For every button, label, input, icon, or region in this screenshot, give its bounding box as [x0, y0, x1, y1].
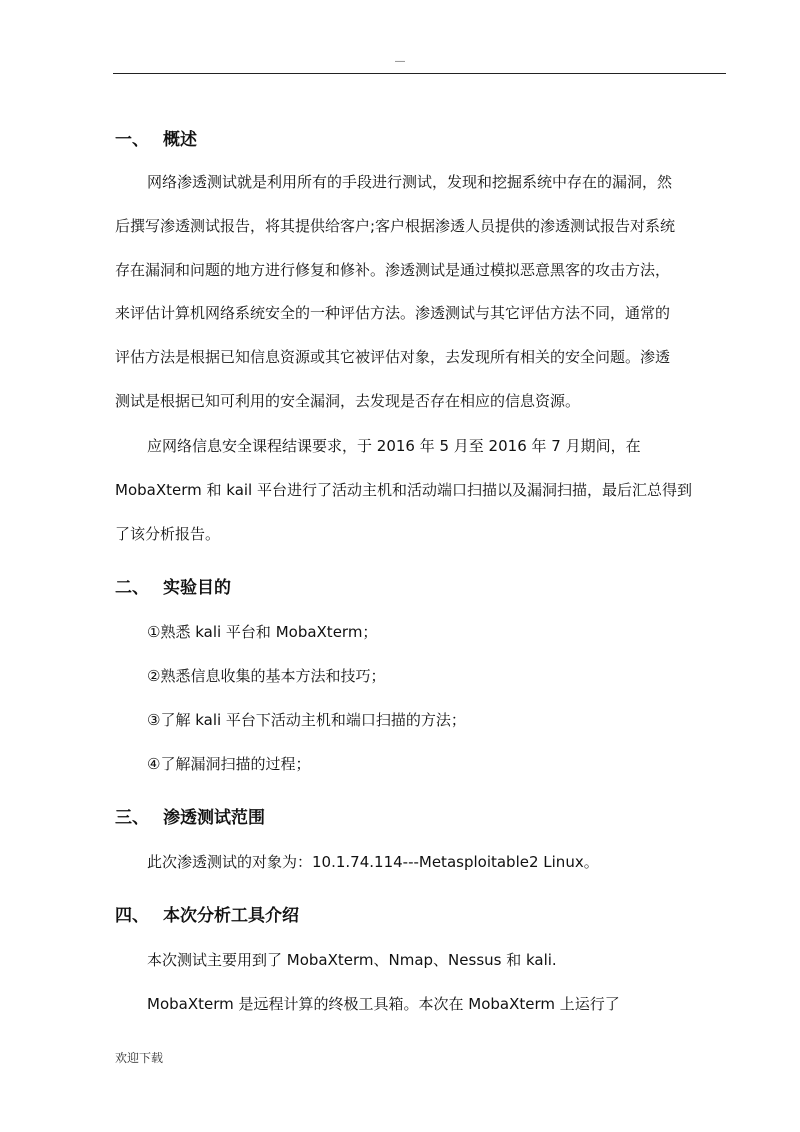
- header-mark: —: [395, 56, 405, 67]
- section-title: 实验目的: [163, 578, 231, 598]
- section-number: 二、: [115, 578, 149, 598]
- section-number: 四、: [115, 906, 149, 926]
- paragraph-line: 测试是根据已知可利用的安全漏洞，去发现是否存在相应的信息资源。: [115, 392, 581, 410]
- paragraph-line: 本次测试主要用到了 MobaXterm、Nmap、Nessus 和 kali.: [147, 951, 557, 969]
- section-title: 渗透测试范围: [163, 808, 265, 828]
- scope-text: 此次渗透测试的对象为：10.1.74.114---Metasploitable2 Linux。: [147, 853, 599, 871]
- section-heading-scope: [115, 807, 265, 829]
- section-number: 一、: [115, 130, 149, 150]
- goal-item: ③了解 kali 平台下活动主机和端口扫描的方法；: [147, 711, 466, 729]
- paragraph-line: MobaXterm 和 kail 平台进行了活动主机和活动端口扫描以及漏洞扫描，最后汇总得到: [115, 481, 692, 499]
- section-number: 三、: [115, 808, 149, 828]
- section-heading-overview: [115, 129, 197, 151]
- paragraph-line: MobaXterm 是远程计算的终极工具箱。本次在 MobaXterm 上运行了: [147, 995, 620, 1013]
- paragraph-line: 来评估计算机网络系统安全的一种评估方法。渗透测试与其它评估方法不同，通常的: [115, 304, 671, 322]
- paragraph-line: 网络渗透测试就是利用所有的手段进行测试，发现和挖掘系统中存在的漏洞，然: [147, 173, 673, 191]
- paragraph-line: 了该分析报告。: [115, 525, 221, 543]
- section-heading-tools: [115, 905, 299, 927]
- section-title: 概述: [163, 130, 197, 150]
- goal-item: ④了解漏洞扫描的过程；: [147, 755, 311, 773]
- section-title: 本次分析工具介绍: [163, 906, 299, 926]
- goal-item: ①熟悉 kali 平台和 MobaXterm；: [147, 623, 378, 641]
- section-heading-goals: [115, 577, 231, 599]
- paragraph-line: 评估方法是根据已知信息资源或其它被评估对象，去发现所有相关的安全问题。渗透: [115, 348, 671, 366]
- paragraph-line: 后撰写渗透测试报告，将其提供给客户;客户根据渗透人员提供的渗透测试报告对系统: [115, 217, 676, 235]
- paragraph-line: 存在漏洞和问题的地方进行修复和修补。渗透测试是通过模拟恶意黑客的攻击方法，: [115, 261, 671, 279]
- goal-item: ②熟悉信息收集的基本方法和技巧；: [147, 667, 386, 685]
- paragraph-line: 应网络信息安全课程结课要求，于 2016 年 5 月至 2016 年 7 月期间，在: [147, 437, 641, 455]
- footer-text: 欢迎下载: [115, 1051, 164, 1065]
- header-rule: [113, 73, 726, 74]
